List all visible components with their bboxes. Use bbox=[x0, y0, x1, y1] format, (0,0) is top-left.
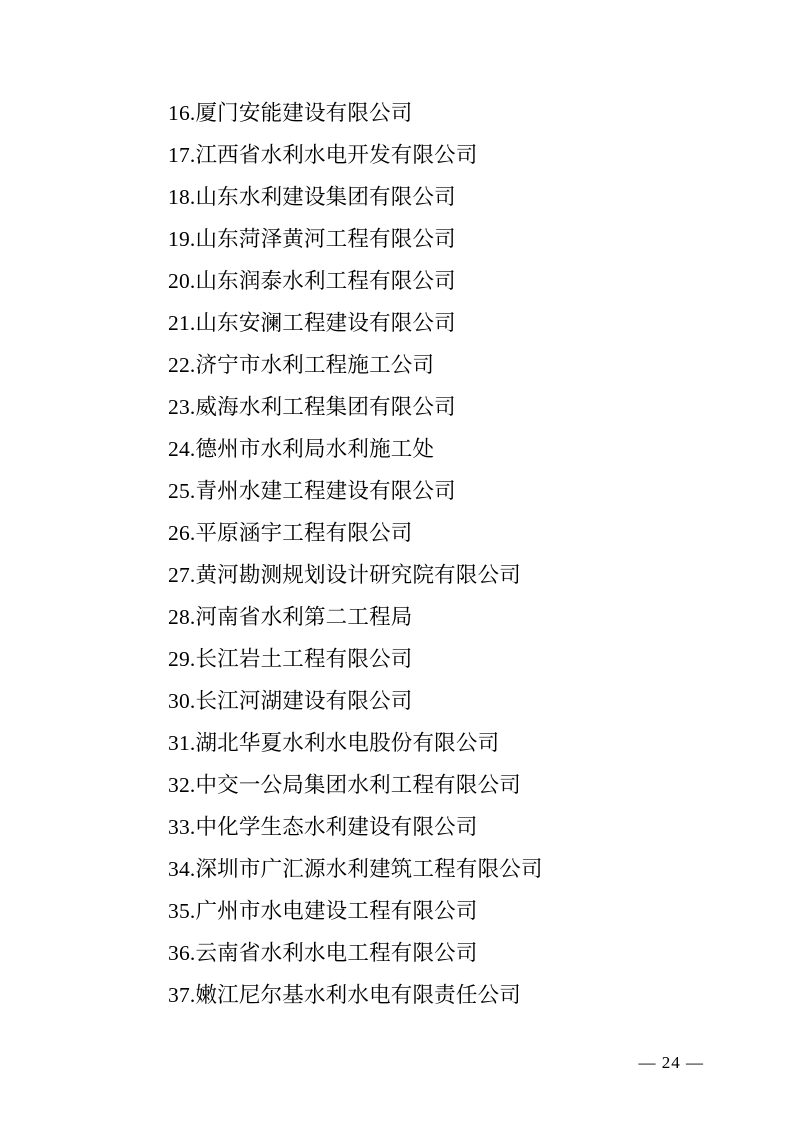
list-item-label: 青州水建工程建设有限公司 bbox=[195, 479, 456, 503]
list-item bbox=[168, 974, 704, 1016]
list-item bbox=[168, 596, 704, 638]
list-item-number: 32. bbox=[168, 773, 196, 797]
list-item-number: 16. bbox=[168, 101, 196, 125]
list-item bbox=[168, 638, 704, 680]
list-item-number: 21. bbox=[168, 311, 196, 335]
list-item-label: 江西省水利水电开发有限公司 bbox=[195, 143, 478, 167]
list-item-label: 广州市水电建设工程有限公司 bbox=[195, 899, 478, 923]
list-item-number: 24. bbox=[168, 437, 196, 461]
list-item-number: 25. bbox=[168, 479, 196, 503]
list-item bbox=[168, 554, 704, 596]
list-item-label: 中交一公局集团水利工程有限公司 bbox=[195, 773, 521, 797]
list-item bbox=[168, 764, 704, 806]
list-item bbox=[168, 890, 704, 932]
list-item bbox=[168, 176, 704, 218]
list-item-label: 长江河湖建设有限公司 bbox=[195, 689, 413, 713]
list-item bbox=[168, 428, 704, 470]
list-item-label: 深圳市广汇源水利建筑工程有限公司 bbox=[195, 857, 543, 881]
list-item-label: 山东菏泽黄河工程有限公司 bbox=[195, 227, 456, 251]
list-item-label: 湖北华夏水利水电股份有限公司 bbox=[195, 731, 500, 755]
list-item-number: 18. bbox=[168, 185, 196, 209]
list-item-label: 河南省水利第二工程局 bbox=[195, 605, 413, 629]
list-item bbox=[168, 722, 704, 764]
list-item bbox=[168, 848, 704, 890]
list-item bbox=[168, 302, 704, 344]
list-item bbox=[168, 806, 704, 848]
list-item-number: 19. bbox=[168, 227, 196, 251]
list-item-number: 22. bbox=[168, 353, 196, 377]
page-number: — 24 — bbox=[638, 1053, 704, 1072]
list-item bbox=[168, 92, 704, 134]
list-item-number: 36. bbox=[168, 941, 196, 965]
list-item-number: 23. bbox=[168, 395, 196, 419]
list-item bbox=[168, 470, 704, 512]
list-item-number: 29. bbox=[168, 647, 196, 671]
list-item bbox=[168, 344, 704, 386]
list-item-label: 长江岩土工程有限公司 bbox=[195, 647, 413, 671]
list-item-number: 27. bbox=[168, 563, 196, 587]
list-item-number: 37. bbox=[168, 983, 196, 1007]
list-item-number: 33. bbox=[168, 815, 196, 839]
list-item-label: 威海水利工程集团有限公司 bbox=[195, 395, 456, 419]
list-item-label: 中化学生态水利建设有限公司 bbox=[195, 815, 478, 839]
list-item bbox=[168, 512, 704, 554]
list-item-number: 17. bbox=[168, 143, 196, 167]
list-item-number: 35. bbox=[168, 899, 196, 923]
list-item-label: 嫩江尼尔基水利水电有限责任公司 bbox=[195, 983, 521, 1007]
list-item-number: 28. bbox=[168, 605, 196, 629]
company-list bbox=[168, 92, 704, 1016]
list-item-number: 20. bbox=[168, 269, 196, 293]
list-item bbox=[168, 134, 704, 176]
list-item-label: 山东安澜工程建设有限公司 bbox=[195, 311, 456, 335]
list-item-label: 平原涵宇工程有限公司 bbox=[195, 521, 413, 545]
list-item-number: 31. bbox=[168, 731, 196, 755]
list-item bbox=[168, 932, 704, 974]
list-item bbox=[168, 260, 704, 302]
list-item bbox=[168, 218, 704, 260]
list-item bbox=[168, 386, 704, 428]
list-item-label: 黄河勘测规划设计研究院有限公司 bbox=[195, 563, 521, 587]
list-item-label: 云南省水利水电工程有限公司 bbox=[195, 941, 478, 965]
list-item bbox=[168, 680, 704, 722]
list-item-number: 34. bbox=[168, 857, 196, 881]
list-item-number: 30. bbox=[168, 689, 196, 713]
list-item-label: 厦门安能建设有限公司 bbox=[195, 101, 413, 125]
list-item-label: 山东水利建设集团有限公司 bbox=[195, 185, 456, 209]
list-item-label: 济宁市水利工程施工公司 bbox=[195, 353, 435, 377]
list-item-number: 26. bbox=[168, 521, 196, 545]
list-item-label: 山东润泰水利工程有限公司 bbox=[195, 269, 456, 293]
list-item-label: 德州市水利局水利施工处 bbox=[195, 437, 435, 461]
